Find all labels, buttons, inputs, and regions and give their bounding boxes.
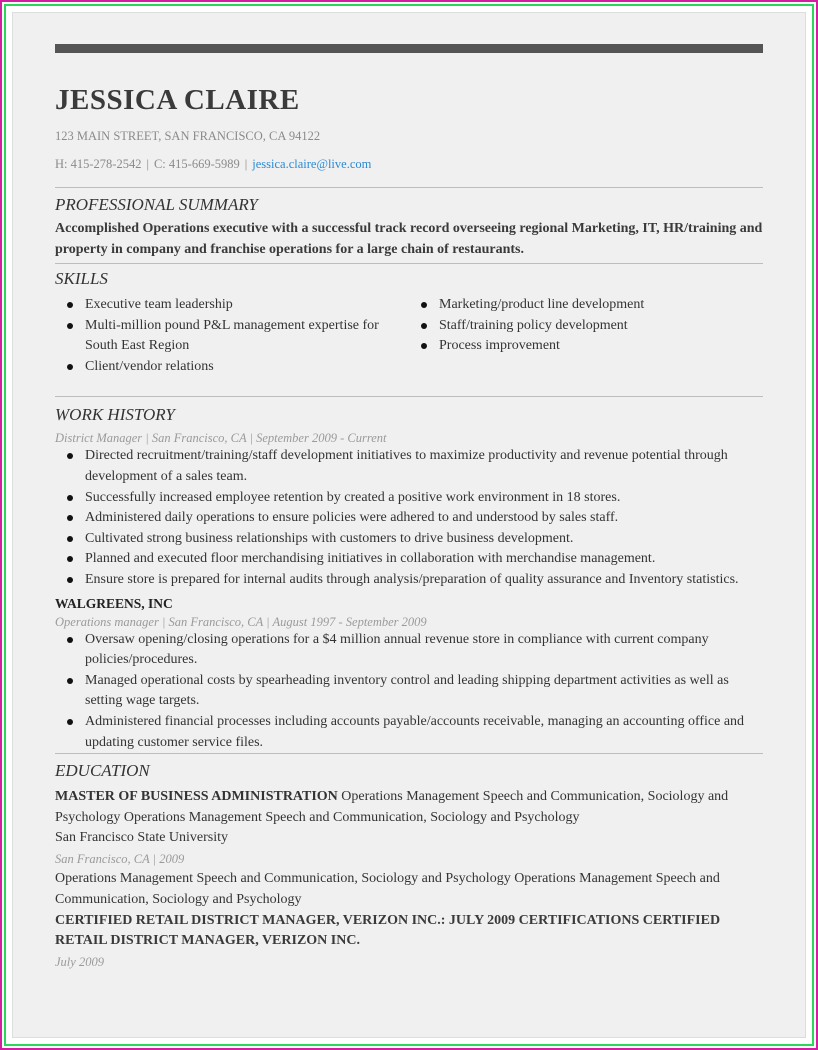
section-heading-work: WORK HISTORY [55,405,175,425]
degree-title: MASTER OF BUSINESS ADMINISTRATION [55,789,338,805]
resume-page [12,12,806,1038]
candidate-name: JESSICA CLAIRE [55,84,300,116]
employer-name: WALGREENS, INC [55,595,173,611]
school-meta: San Francisco, CA | 2009 [55,851,185,866]
job-meta: Operations manager | San Francisco, CA | August 1997 - September 2009 [55,614,427,629]
skill-item: Marketing/product line development [409,295,763,316]
cell-phone: C: 415-669-5989 [153,157,240,171]
skill-item: Client/vendor relations [55,357,409,378]
skills-column-right [409,295,763,377]
address-line: 123 MAIN STREET, SAN FRANCISCO, CA 94122 [55,129,321,143]
section-divider [55,396,763,397]
skills-list [55,295,763,377]
summary-text: Accomplished Operations executive with a successful track record overseeing regional Marketing, IT, HR/training and property in company and franchise operations for a large chain of restaurants. [55,221,763,257]
job-bullet: Planned and executed floor merchandising initiatives in collaboration with merchandise management. [55,549,763,570]
job-bullet: Managed operational costs by spearheading inventory control and leading shipping department activities as well as setting wage targets. [55,671,763,712]
section-divider [55,263,763,264]
certification: CERTIFIED RETAIL DISTRICT MANAGER, VERIZON INC.: JULY 2009 CERTIFICATIONS CERTIFIED RETAIL DISTRICT MANAGER, VERIZON INC. [55,912,721,949]
home-phone: H: 415-278-2542 [55,157,142,171]
job-bullet: Administered financial processes including accounts payable/accounts receivable, managing an accounting office and updating customer service files. [55,712,763,753]
skill-item: Multi-million pound P&L management expertise for South East Region [55,316,409,357]
section-divider [55,187,763,188]
job-meta: District Manager | San Francisco, CA | September 2009 - Current [55,431,387,446]
contact-line [55,156,763,172]
skill-item: Executive team leadership [55,295,409,316]
job-bullet: Administered daily operations to ensure policies were adhered to and understood by sales staff. [55,508,763,529]
degree-line [55,787,763,828]
email-link[interactable]: jessica.claire@live.com [252,157,372,171]
school-name: San Francisco State University [55,830,229,846]
job-bullet: Successfully increased employee retention by created a positive work environment in 18 stores. [55,488,763,509]
job-bullet: Cultivated strong business relationships with customers to drive business development. [55,529,763,550]
contact-separator: | [146,157,149,171]
certification-date: July 2009 [55,954,104,969]
section-divider [55,753,763,754]
header-accent-bar [55,44,763,53]
job-bullet: Oversaw opening/closing operations for a $4 million annual revenue store in compliance with current company policies/procedures. [55,630,763,671]
job-bullet: Ensure store is prepared for internal audits through analysis/preparation of quality assurance and Inventory statistics. [55,570,763,591]
education-detail: Operations Management Speech and Communication, Sociology and Psychology Operations Management Speech and Communication, Sociology and Psychology [55,871,720,908]
job-bullets [55,630,763,754]
resume-content [55,44,763,972]
section-heading-skills: SKILLS [55,269,108,288]
section-heading-education: EDUCATION [55,761,150,781]
skill-item: Process improvement [409,336,763,357]
section-heading-summary: PROFESSIONAL SUMMARY [55,195,258,214]
contact-separator: | [244,157,248,171]
job-bullet: Directed recruitment/training/staff development initiatives to maximize productivity and revenue potential through development of a sales team. [55,446,763,487]
degree-detail: Operations Management Speech and Communication, Sociology and Psychology Operations Management Speech and Communication, Sociology and Psychology [55,789,729,825]
skills-column-left [55,295,409,377]
skill-item: Staff/training policy development [409,316,763,337]
job-bullets [55,446,763,590]
